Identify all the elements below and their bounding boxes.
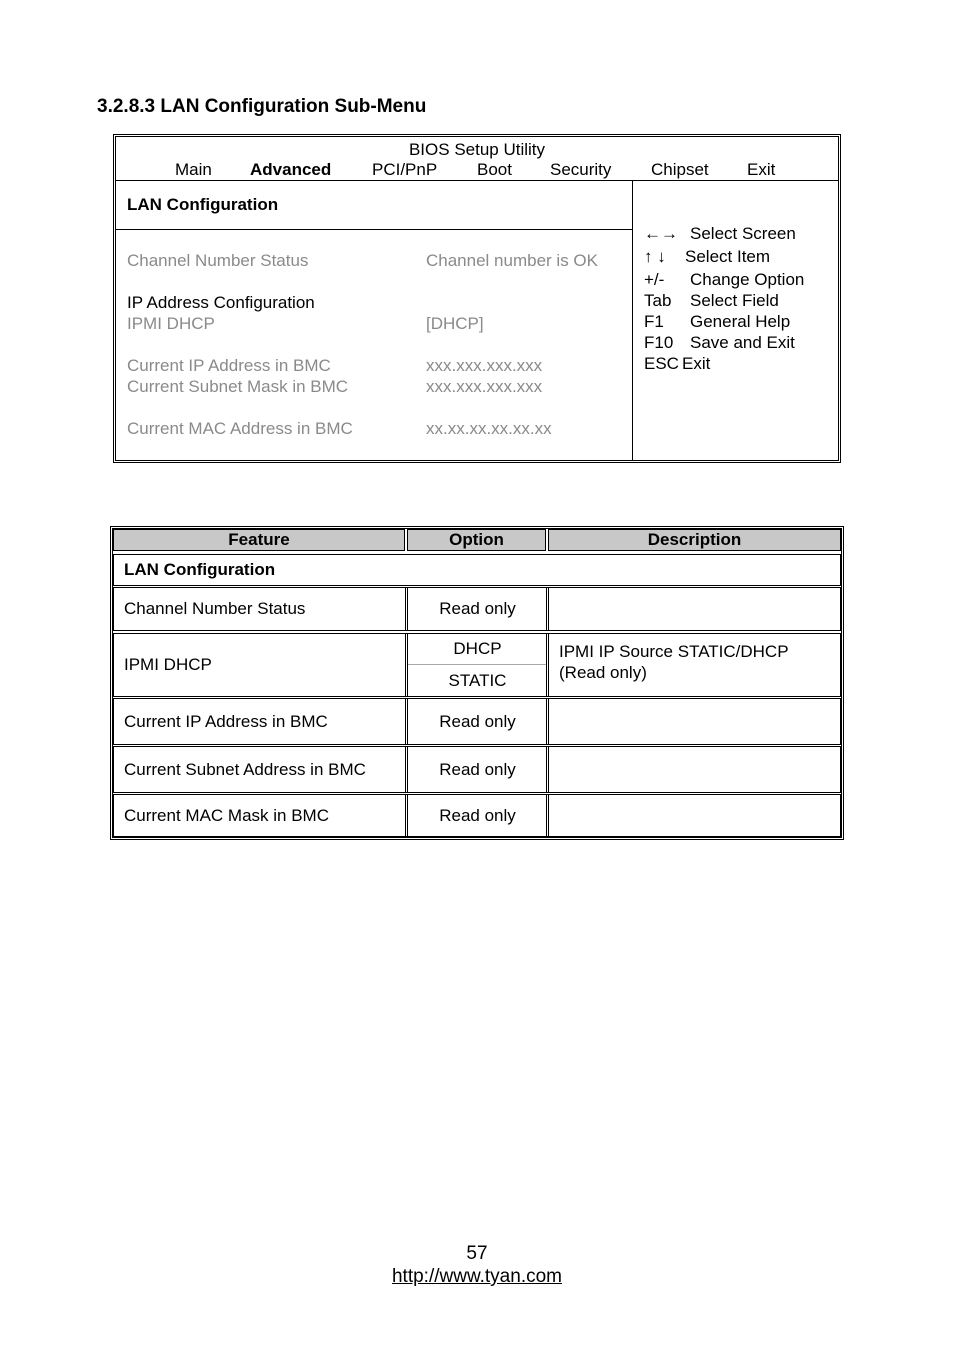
left-right-arrows-icon: ←→ xyxy=(644,224,678,243)
menu-boot[interactable]: Boot xyxy=(477,160,512,179)
feature-current-subnet: Current Subnet Address in BMC xyxy=(124,759,366,779)
help-panel-divider xyxy=(632,180,633,460)
menu-divider xyxy=(116,180,838,181)
page-number: 57 xyxy=(466,1243,488,1264)
current-subnet-value: xxx.xxx.xxx.xxx xyxy=(426,377,543,396)
bios-screen xyxy=(113,134,841,463)
option-current-mac: Read only xyxy=(439,805,516,825)
help-save-exit: F10 Save and Exit xyxy=(644,333,795,352)
option-channel-status: Read only xyxy=(439,599,516,618)
table-section-title: LAN Configuration xyxy=(124,560,276,579)
website-link[interactable]: http://www.tyan.com xyxy=(391,1266,562,1287)
ip-config-label: IP Address Configuration xyxy=(127,293,315,312)
menu-main[interactable]: Main xyxy=(175,160,212,179)
feature-current-mac: Current MAC Mask in BMC xyxy=(124,805,329,825)
section-divider xyxy=(116,229,632,230)
ipmi-dhcp-value[interactable]: [DHCP] xyxy=(426,314,484,333)
menu-advanced[interactable]: Advanced xyxy=(250,160,332,179)
feature-table xyxy=(110,526,844,840)
bios-title: BIOS Setup Utility xyxy=(408,140,546,159)
option-current-ip: Read only xyxy=(439,711,516,731)
current-mac-label: Current MAC Address in BMC xyxy=(127,419,353,438)
header-description: Description xyxy=(548,529,841,551)
help-select-item: ↑ ↓ Select Item xyxy=(644,247,771,266)
channel-status-label: Channel Number Status xyxy=(127,251,309,270)
menu-pcipnp[interactable]: PCI/PnP xyxy=(372,160,438,179)
menu-chipset[interactable]: Chipset xyxy=(651,160,709,179)
current-mac-value: xx.xx.xx.xx.xx.xx xyxy=(426,419,552,438)
ipmi-dhcp-label[interactable]: IPMI DHCP xyxy=(127,314,215,333)
feature-channel-status: Channel Number Status xyxy=(124,599,306,618)
up-down-arrows-icon: ↑ ↓ xyxy=(644,247,666,266)
option-dhcp: DHCP xyxy=(453,639,502,658)
header-option: Option xyxy=(407,529,546,551)
footer-link-row xyxy=(0,1266,954,1288)
section-heading: 3.2.8.3 LAN Configuration Sub-Menu xyxy=(97,96,427,117)
feature-current-ip: Current IP Address in BMC xyxy=(124,711,328,731)
menu-exit[interactable]: Exit xyxy=(747,160,776,179)
current-ip-label: Current IP Address in BMC xyxy=(127,356,331,375)
help-select-field: Tab Select Field xyxy=(644,291,779,310)
current-subnet-label: Current Subnet Mask in BMC xyxy=(127,377,349,396)
help-general-help: F1 General Help xyxy=(644,312,791,331)
option-static: STATIC xyxy=(448,671,507,690)
help-exit: ESC Exit xyxy=(644,354,711,373)
channel-status-value: Channel number is OK xyxy=(426,251,598,270)
description-ipmi-dhcp: IPMI IP Source STATIC/DHCP (Read only) xyxy=(559,642,789,682)
current-ip-value: xxx.xxx.xxx.xxx xyxy=(426,356,543,375)
bios-section-title: LAN Configuration xyxy=(127,195,279,214)
feature-ipmi-dhcp: IPMI DHCP xyxy=(124,655,212,674)
help-change-option: +/- Change Option xyxy=(644,270,805,289)
menu-security[interactable]: Security xyxy=(550,160,612,179)
header-feature: Feature xyxy=(113,529,405,551)
option-current-subnet: Read only xyxy=(439,759,516,779)
help-select-screen: ←→ Select Screen xyxy=(644,224,796,243)
